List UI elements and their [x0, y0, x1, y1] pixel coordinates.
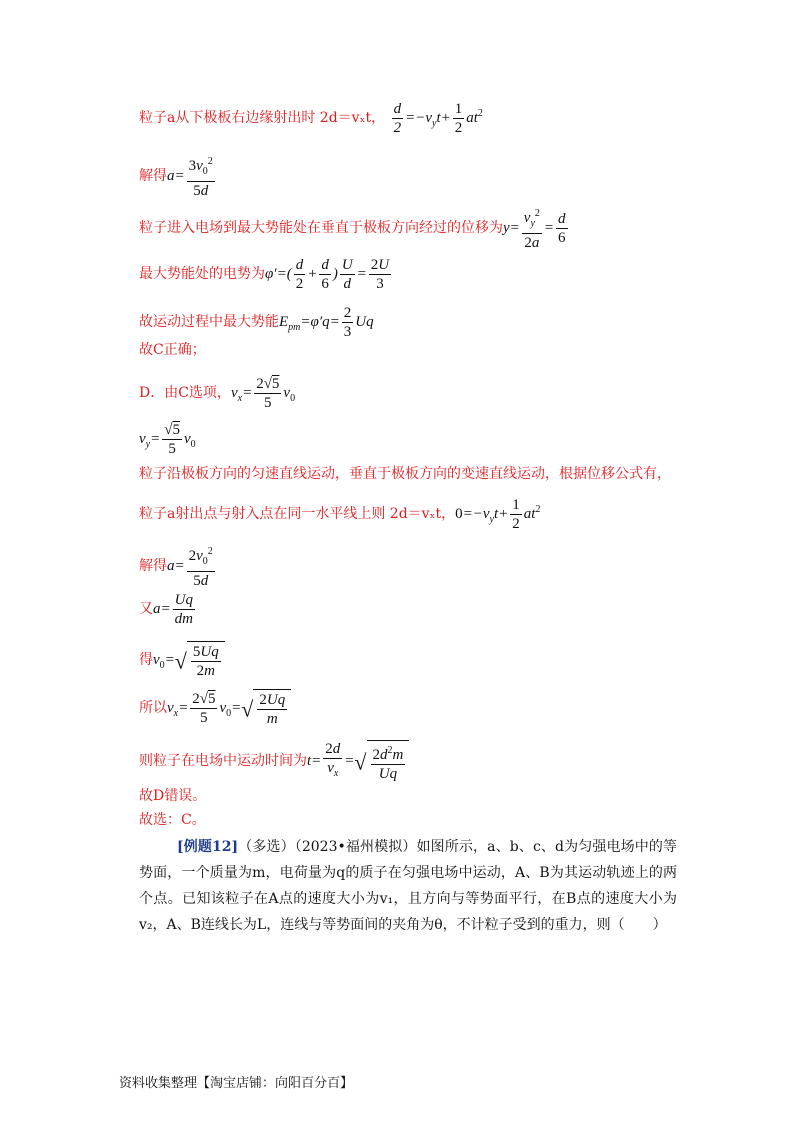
text-5: 故运动过程中最大势能 [139, 313, 279, 330]
text-6: 故C正确； [139, 342, 206, 358]
solution-line-14 [139, 689, 291, 728]
example-label: [例题12] [177, 839, 239, 855]
text-12: 又 [139, 600, 153, 617]
text-7: D．由C选项， [139, 384, 231, 401]
text-3: 粒子进入电场到最大势能处在垂直于极板方向经过的位移为 [139, 219, 503, 236]
formula-12: a= $\frac{Uq}{dm}$ [153, 592, 193, 627]
formula-2: a= $\frac{3v_0^2}{5d}$ [167, 168, 217, 184]
solution-line-13 [139, 641, 225, 680]
solution-line-12 [139, 591, 197, 628]
text-4: 最大势能处的电势为 [139, 265, 265, 282]
solution-line-6 [139, 340, 206, 360]
text-10: 粒子a射出点与射入点在同一水平线上则 2d＝vₓt， [139, 505, 456, 522]
text-17: 故选：C。 [139, 812, 206, 828]
example-paragraph [139, 834, 677, 938]
text-1: 粒子a从下极板右边缘射出时 2d＝vₓt， [139, 109, 386, 126]
solution-line-9 [139, 464, 671, 484]
text-9: 粒子沿极板方向的匀速直线运动，垂直于极板方向的变速直线运动，根据位移公式有， [139, 466, 671, 482]
solution-line-7 [139, 375, 295, 412]
footer-note: 资料收集整理【淘宝店铺：向阳百分百】 [119, 1076, 354, 1091]
text-14: 所以 [139, 699, 167, 716]
formula-15: t= $\frac{2d}{v_x}$ =√ $\frac{2d^2m}{Uq}$ [307, 753, 409, 769]
formula-1: $\frac{d}{2}$ $=-v_yt+$ $\frac{1}{2}$ $at^2$ [393, 101, 483, 136]
solution-line-1 [139, 100, 483, 137]
solution-line-11 [139, 543, 217, 590]
text-16: 故D错误。 [139, 788, 207, 804]
solution-line-8 [139, 421, 196, 458]
text-2: 解得 [139, 167, 167, 184]
solution-line-10 [139, 496, 540, 533]
formula-7: $v_x=$ $\frac{2√5}{5}$ $v_0$ [230, 376, 296, 411]
solution-line-5 [139, 304, 374, 341]
formula-13: $v_0=√$ $\frac{5Uq}{2m}$ [153, 652, 225, 668]
text-13: 得 [139, 651, 153, 668]
formula-4: φ′=( $\frac{d}{2}$ + $\frac{d}{6}$ ) $\frac{U}{d}$ = $\frac{2U}{3}$ [265, 257, 390, 292]
formula-14: $v_x=$ $\frac{2√5}{5}$ $v_0=√$ $\frac{2Uq}{m}$ [167, 700, 291, 716]
example-text: （多选）（2023•福州模拟）如图所示，a、b、c、d为匀强电场中的等势面，一个质量为m，电荷量为q的质子在匀强电场中运动，A、B为其运动轨迹上的两个点。已知该粒子在A点的速度大小为v₁，且方向与等势面平行，在B点的速度大小为v₂，A、B连线长为L，连线与等势面间的夹角为θ，不计粒子受到的重力，则（ ） [139, 839, 677, 933]
formula-10: $0=-v_yt+$ $\frac{1}{2}$ $at^2$ [455, 497, 541, 532]
solution-line-3 [139, 205, 570, 252]
solution-line-15 [139, 740, 409, 783]
text-11: 解得 [139, 557, 167, 574]
solution-line-4 [139, 256, 393, 293]
formula-11: a= $\frac{2v_0^2}{5d}$ [167, 558, 217, 574]
solution-line-17 [139, 810, 206, 830]
formula-8: $v_y=$ $\frac{√5}{5}$ $v_0$ [139, 422, 196, 457]
formula-3: y= $\frac{v_y^2}{2a}$ = $\frac{d}{6}$ [503, 220, 570, 236]
solution-line-16 [139, 786, 206, 806]
text-15: 则粒子在电场中运动时间为 [139, 752, 307, 769]
formula-5: $E_{pm}=\varphi'q=$ $\frac{2}{3}$ Uq [279, 305, 374, 340]
solution-line-2 [139, 153, 217, 200]
